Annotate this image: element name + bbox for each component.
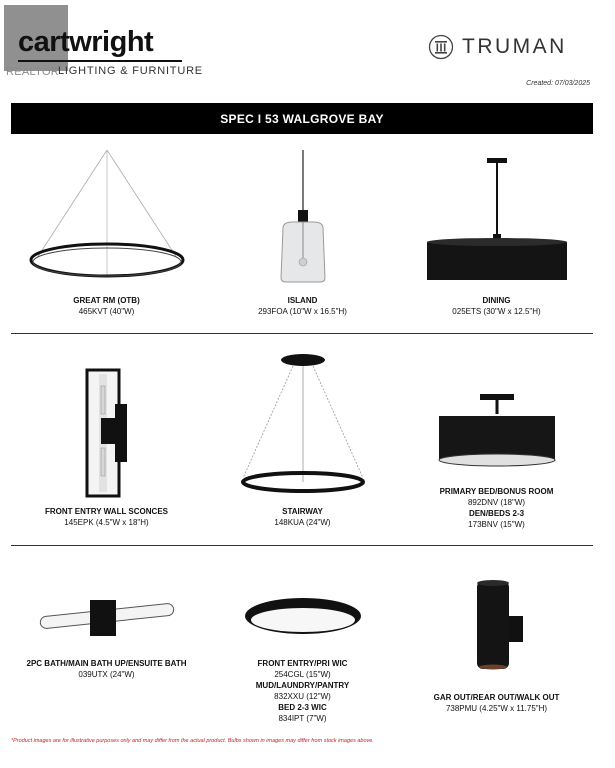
column-emblem-icon [428, 34, 454, 60]
fixture-label: 2PC BATH/MAIN BATH UP/ENSUITE BATH [26, 659, 187, 668]
disclaimer: *Product images are for illustrative purposes only and may differ from the actual product. Bulbs shown in images may differ from stock images above. [11, 738, 374, 744]
fixture-dining [394, 150, 599, 317]
row-divider [11, 333, 593, 334]
fixture-model: 892DNV (18"W) [467, 498, 526, 507]
created-date: Created: 07/03/2025 [526, 80, 590, 87]
fixture-model: 025ETS (30"W x 12.5"H) [452, 307, 541, 316]
fixture-garage-outdoor [394, 578, 599, 714]
cartwright-brand-name: cartwright [18, 26, 154, 58]
fixture-label: FRONT ENTRY WALL SCONCES [45, 507, 168, 516]
fixture-island [200, 150, 405, 317]
fixture-label: DINING [482, 296, 511, 305]
fixture-model-tertiary: 834IPT (7"W) [278, 714, 327, 723]
cartwright-brand-sub: LIGHTING & FURNITURE [58, 65, 203, 77]
fixture-primary-bed [394, 392, 599, 530]
fixture-model-secondary: 173BNV (15"W) [468, 520, 525, 529]
fixture-label-secondary: DEN/BEDS 2-3 [468, 509, 525, 518]
row-divider [11, 545, 593, 546]
fixture-stairway [200, 352, 405, 528]
fixture-label: ISLAND [287, 296, 318, 305]
truman-logo [428, 34, 567, 60]
fixture-flush-mount [200, 592, 405, 724]
fixture-front-entry-sconces [4, 352, 209, 528]
ring-pendant-icon [233, 352, 373, 502]
cylinder-wall-light-icon [447, 578, 547, 673]
wall-sconce-icon [57, 352, 157, 502]
fixture-model: 465KVT (40"W) [78, 307, 135, 316]
glass-pendant-icon [253, 150, 353, 290]
spec-title-bar [11, 103, 593, 134]
semi-flush-drum-icon [432, 392, 562, 472]
vanity-bar-icon [32, 590, 182, 646]
brand-underline [18, 60, 182, 62]
fixture-model: 039UTX (24"W) [78, 670, 135, 679]
drum-pendant-icon [417, 150, 577, 290]
ring-chandelier-icon [17, 150, 197, 290]
fixture-great-rm [4, 150, 209, 317]
fixture-model: 738PMU (4.25"W x 11.75"H) [445, 704, 548, 713]
flush-disc-icon [238, 592, 368, 648]
cartwright-logo [18, 28, 203, 77]
fixture-label: STAIRWAY [282, 507, 323, 516]
fixture-label: PRIMARY BED/BONUS ROOM [439, 487, 554, 496]
fixture-label: FRONT ENTRY/PRI WIC [257, 659, 348, 668]
fixture-model: 148KUA (24"W) [274, 518, 331, 527]
fixture-label: GAR OUT/REAR OUT/WALK OUT [433, 693, 560, 702]
watermark-text: REALTOR [6, 66, 60, 78]
fixture-model: 254CGL (15"W) [274, 670, 331, 679]
fixture-label: GREAT RM (OTB) [73, 296, 140, 305]
fixture-label-tertiary: BED 2-3 WIC [278, 703, 327, 712]
fixture-label-secondary: MUD/LAUNDRY/PANTRY [255, 681, 350, 690]
fixture-model-secondary: 832XXU (12"W) [274, 692, 331, 701]
fixture-model: 145EPK (4.5"W x 18"H) [64, 518, 149, 527]
fixture-bath-vanity [4, 590, 209, 680]
truman-brand-name: TRUMAN [462, 35, 567, 58]
spec-title: SPEC I 53 WALGROVE BAY [220, 111, 384, 126]
fixture-model: 293FOA (10"W x 16.5"H) [258, 307, 347, 316]
